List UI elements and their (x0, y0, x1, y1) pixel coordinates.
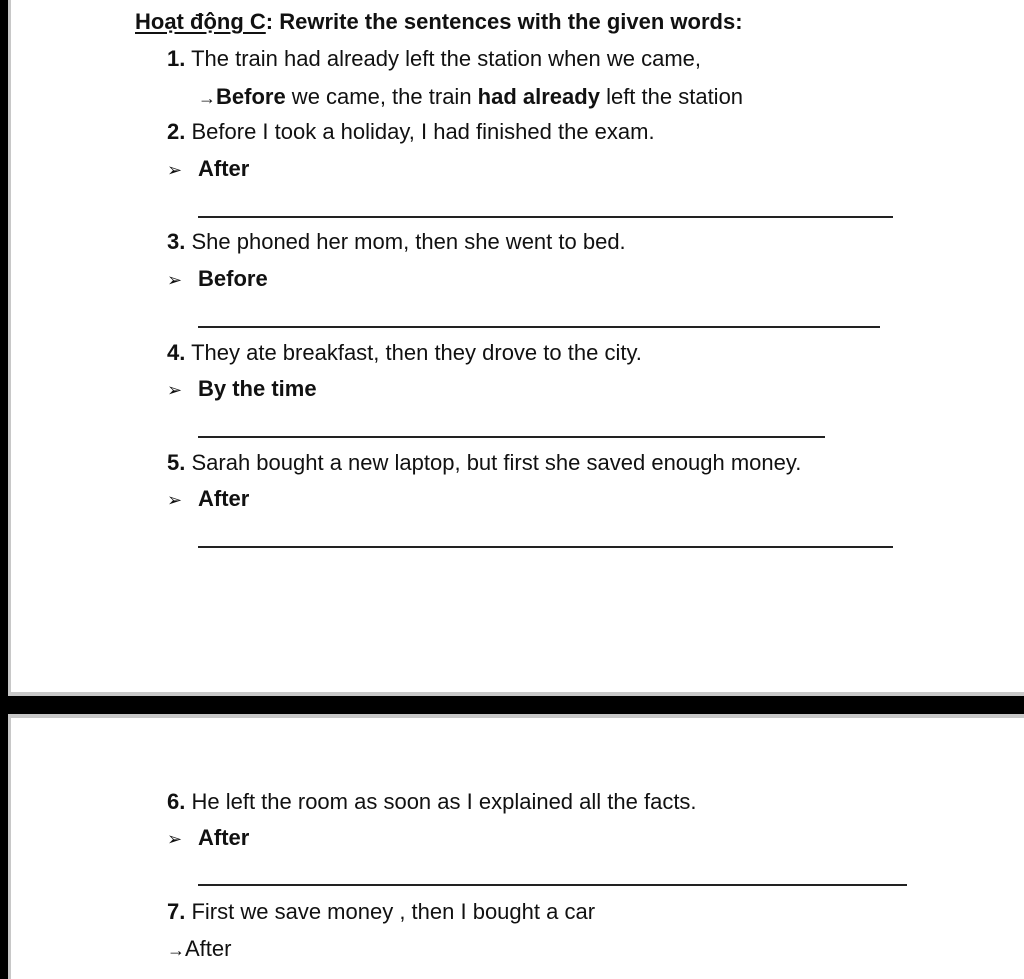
arrow-bullet-icon: ➢ (167, 490, 183, 510)
worksheet-title (135, 9, 743, 35)
page-separator-bar (0, 696, 1024, 714)
arrow-bullet-icon: ➢ (167, 270, 183, 290)
given-word-6 (167, 825, 249, 852)
answer-line-3[interactable] (198, 326, 880, 328)
question-6 (167, 789, 697, 815)
given-word-3 (167, 266, 268, 293)
question-sentence: She phoned her mom, then she went to bed. (191, 229, 626, 254)
page-separator-shadow-bottom (8, 714, 1024, 718)
given-word: After (198, 486, 250, 511)
question-3 (167, 229, 626, 255)
question-number: 1. (167, 46, 186, 71)
question-1 (167, 46, 701, 72)
question-number: 3. (167, 229, 186, 254)
question-sentence: First we save money , then I bought a car (191, 899, 596, 924)
answer-line-5[interactable] (198, 546, 893, 548)
left-page-border (0, 0, 8, 979)
given-word: After (198, 156, 250, 181)
given-word-2 (167, 156, 249, 183)
question-sentence: Before I took a holiday, I had finished the exam. (191, 119, 655, 144)
title-instruction: : Rewrite the sentences with the given words: (265, 9, 743, 34)
arrow-icon: → (198, 88, 216, 108)
question-7 (167, 899, 595, 925)
activity-label: Hoạt động C (135, 9, 266, 34)
question-number: 6. (167, 789, 186, 814)
arrow-bullet-icon: ➢ (167, 829, 183, 849)
given-word: After (198, 825, 250, 850)
arrow-bullet-icon: ➢ (167, 380, 183, 400)
given-word: By the time (198, 376, 317, 401)
question-sentence: Sarah bought a new laptop, but first she saved enough money. (191, 450, 802, 475)
question-5 (167, 450, 801, 476)
question-2 (167, 119, 655, 145)
question-sentence: The train had already left the station when we came, (191, 46, 702, 71)
question-4 (167, 340, 642, 366)
given-word-5 (167, 486, 249, 513)
given-word-7 (167, 936, 231, 963)
question-number: 2. (167, 119, 186, 144)
answer-line-4[interactable] (198, 436, 825, 438)
arrow-icon: → (167, 940, 185, 960)
answer-line-2[interactable] (198, 216, 893, 218)
arrow-bullet-icon: ➢ (167, 160, 183, 180)
example-answer: →Before we came, the train had already left the station (198, 84, 744, 109)
left-page-shadow (8, 0, 11, 979)
given-word: After (185, 936, 232, 961)
question-number: 4. (167, 340, 186, 365)
question-sentence: He left the room as soon as I explained all the facts. (191, 789, 697, 814)
question-number: 5. (167, 450, 186, 475)
given-word-4 (167, 376, 317, 403)
answer-line-6[interactable] (198, 884, 907, 886)
question-sentence: They ate breakfast, then they drove to the city. (191, 340, 642, 365)
question-number: 7. (167, 899, 186, 924)
given-word: Before (198, 266, 268, 291)
